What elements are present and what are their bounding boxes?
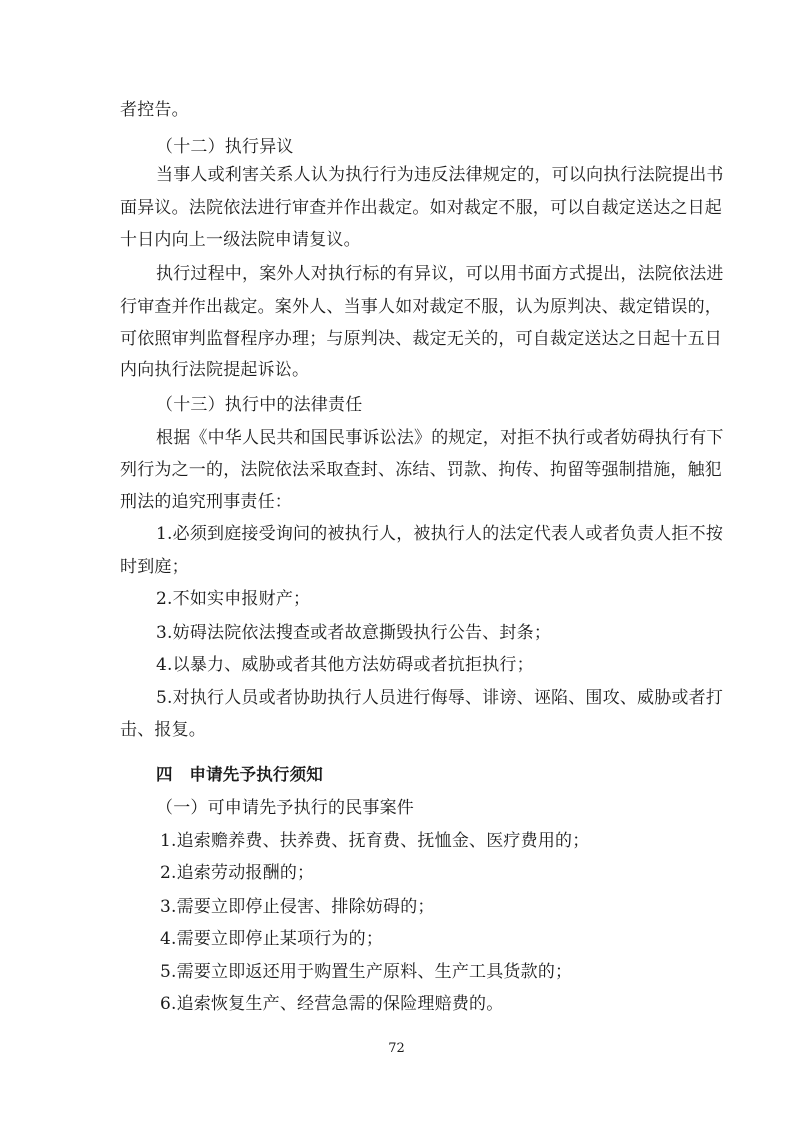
list-item: 4.以暴力、威胁或者其他方法妨碍或者抗拒执行；: [156, 655, 534, 675]
paragraph-line: 行审查并作出裁定。案外人、当事人如对裁定不服，认为原判决、裁定错误的，: [120, 297, 722, 317]
paragraph-line: 根据《中华人民共和国民事诉讼法》的规定，对拒不执行或者妨碍执行有下: [156, 428, 724, 448]
list-item-continuation: 击、报复。: [120, 720, 206, 740]
paragraph-line: 列行为之一的，法院依法采取查封、冻结、罚款、拘传、拘留等强制措施，触犯: [120, 460, 722, 480]
section-heading: （十三）执行中的法律责任: [156, 395, 363, 415]
list-item: 1.追索赡养费、扶养费、抚育费、抚恤金、医疗费用的；: [160, 831, 590, 851]
paragraph-line: 者控告。: [120, 100, 189, 120]
list-item: 2.不如实申报财产；: [156, 589, 311, 609]
paragraph-line: 面异议。法院依法进行审查并作出裁定。如对裁定不服，可以自裁定送达之日起: [120, 198, 722, 218]
section-heading: （一）可申请先予执行的民事案件: [156, 798, 414, 818]
list-item: 5.对执行人员或者协助执行人员进行侮辱、诽谤、诬陷、围攻、威胁或者打: [156, 688, 724, 708]
list-item: 5.需要立即返还用于购置生产原料、生产工具货款的；: [160, 962, 573, 982]
paragraph-line: 十日内向上一级法院申请复议。: [120, 230, 361, 250]
paragraph-line: 刑法的追究刑事责任：: [120, 492, 292, 512]
list-item-continuation: 时到庭；: [120, 557, 189, 577]
list-item: 3.需要立即停止侵害、排除妨碍的；: [160, 897, 435, 917]
list-item: 4.需要立即停止某项行为的；: [160, 929, 384, 949]
paragraph-line: 可依照审判监督程序办理；与原判决、裁定无关的，可自裁定送达之日起十五日: [120, 329, 722, 349]
paragraph-line: 执行过程中，案外人对执行标的有异议，可以用书面方式提出，法院依法进: [156, 264, 724, 284]
paragraph-line: 当事人或利害关系人认为执行行为违反法律规定的，可以向执行法院提出书: [156, 165, 724, 185]
section-heading: （十二）执行异议: [156, 137, 294, 157]
list-item: 3.妨碍法院依法搜查或者故意撕毁执行公告、封条；: [156, 623, 552, 643]
chapter-heading: 四 申请先予执行须知: [156, 765, 323, 784]
list-item: 6.追索恢复生产、经营急需的保险理赔费的。: [160, 994, 504, 1014]
paragraph-line: 内向执行法院提起诉讼。: [120, 360, 310, 380]
page-number: 72: [388, 1041, 405, 1056]
list-item: 2.追索劳动报酬的；: [160, 863, 315, 883]
list-item: 1.必须到庭接受询问的被执行人，被执行人的法定代表人或者负责人拒不按: [156, 524, 724, 544]
